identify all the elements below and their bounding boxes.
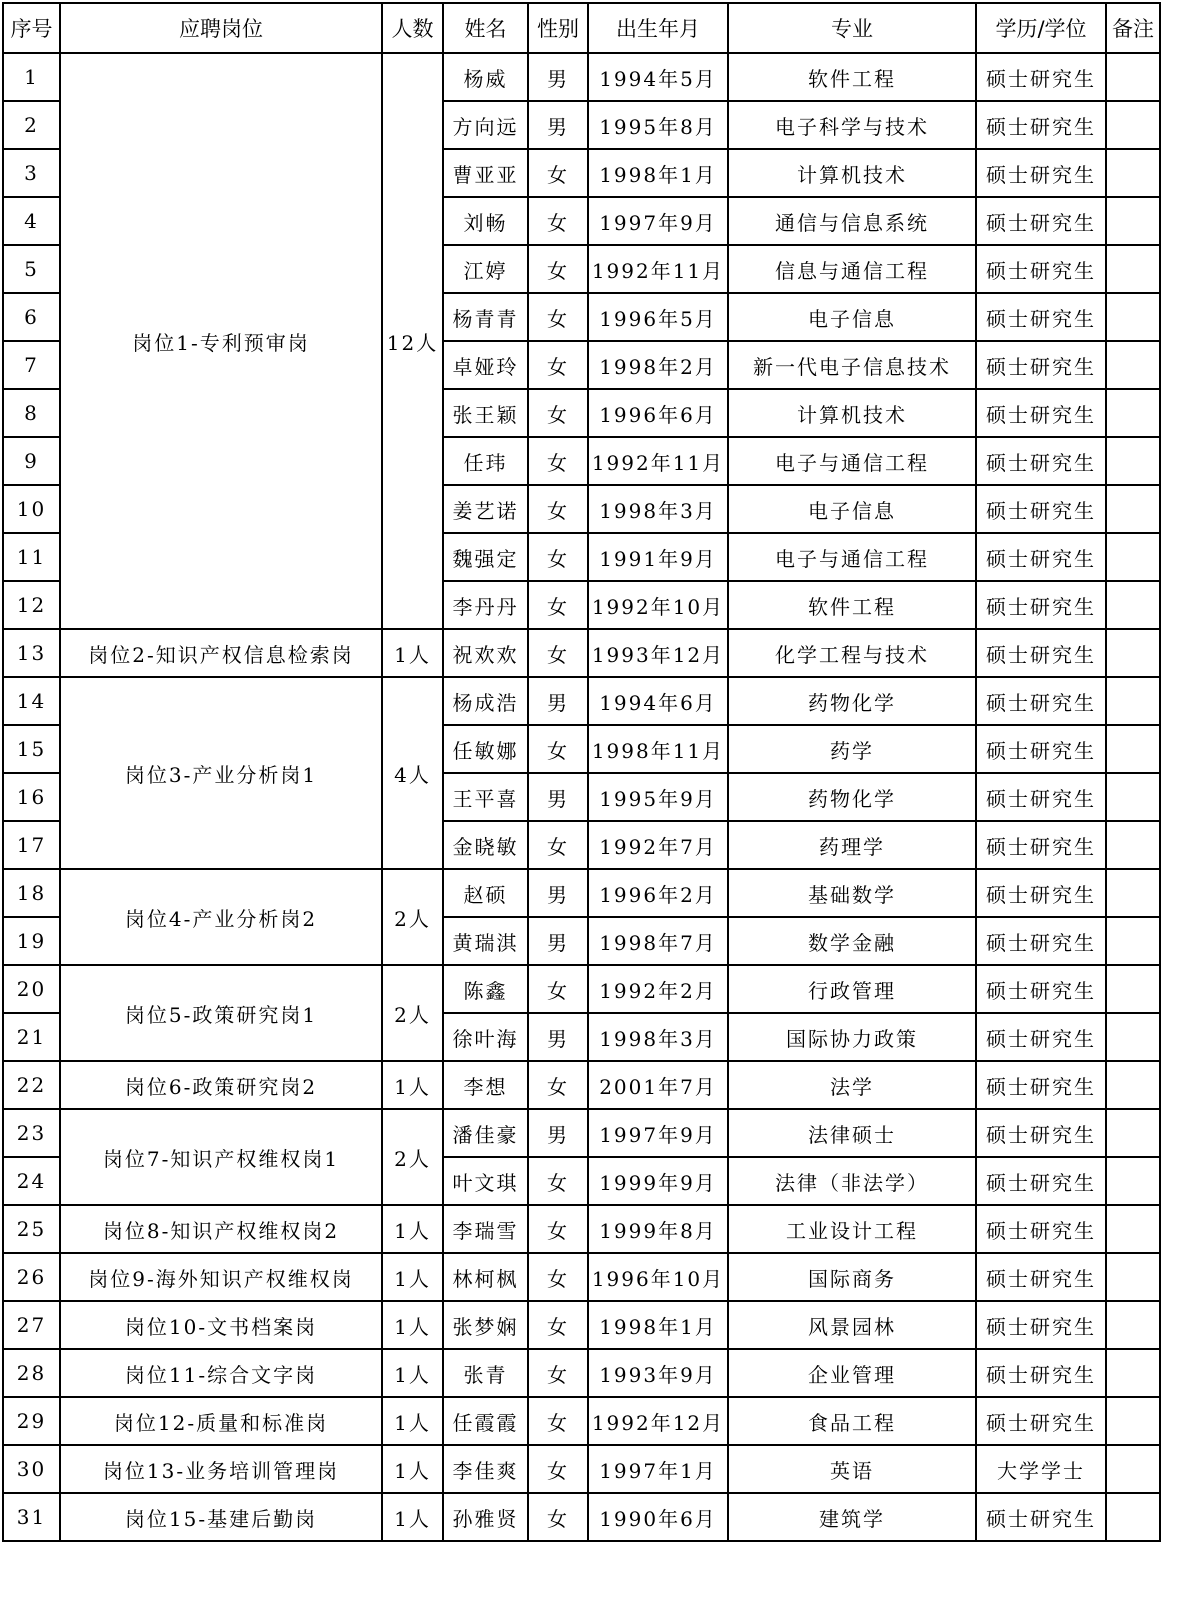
cell-count: 4人 xyxy=(382,677,443,869)
cell-degree: 硕士研究生 xyxy=(976,149,1106,197)
cell-index: 3 xyxy=(3,149,60,197)
cell-index: 16 xyxy=(3,773,60,821)
cell-index: 18 xyxy=(3,869,60,917)
cell-gender: 男 xyxy=(528,677,588,725)
cell-gender: 男 xyxy=(528,101,588,149)
cell-index: 26 xyxy=(3,1253,60,1301)
cell-name: 林柯枫 xyxy=(443,1253,528,1301)
cell-note xyxy=(1106,53,1160,101)
cell-count: 1人 xyxy=(382,1061,443,1109)
cell-name: 徐叶海 xyxy=(443,1013,528,1061)
cell-name: 任玮 xyxy=(443,437,528,485)
table-row xyxy=(3,869,1160,917)
cell-birth: 1992年7月 xyxy=(588,821,728,869)
cell-gender: 女 xyxy=(528,581,588,629)
cell-note xyxy=(1106,1397,1160,1445)
cell-major: 药理学 xyxy=(728,821,976,869)
cell-gender: 女 xyxy=(528,293,588,341)
cell-note xyxy=(1106,341,1160,389)
cell-note xyxy=(1106,1157,1160,1205)
cell-major: 建筑学 xyxy=(728,1493,976,1541)
cell-position: 岗位8-知识产权维权岗2 xyxy=(60,1205,382,1253)
cell-name: 王平喜 xyxy=(443,773,528,821)
cell-gender: 女 xyxy=(528,1205,588,1253)
table-row xyxy=(3,629,1160,677)
cell-index: 1 xyxy=(3,53,60,101)
cell-birth: 1992年12月 xyxy=(588,1397,728,1445)
cell-major: 电子与通信工程 xyxy=(728,533,976,581)
cell-gender: 女 xyxy=(528,197,588,245)
table-row xyxy=(3,1253,1160,1301)
cell-index: 27 xyxy=(3,1301,60,1349)
header-gender: 性别 xyxy=(528,3,588,53)
cell-name: 孙雅贤 xyxy=(443,1493,528,1541)
cell-index: 4 xyxy=(3,197,60,245)
cell-degree: 硕士研究生 xyxy=(976,1013,1106,1061)
cell-gender: 女 xyxy=(528,1157,588,1205)
cell-degree: 硕士研究生 xyxy=(976,773,1106,821)
cell-index: 15 xyxy=(3,725,60,773)
cell-degree: 硕士研究生 xyxy=(976,485,1106,533)
cell-index: 6 xyxy=(3,293,60,341)
table-row xyxy=(3,1109,1160,1157)
cell-major: 数学金融 xyxy=(728,917,976,965)
table-row xyxy=(3,1301,1160,1349)
cell-index: 2 xyxy=(3,101,60,149)
cell-birth: 1998年11月 xyxy=(588,725,728,773)
cell-birth: 1997年9月 xyxy=(588,1109,728,1157)
cell-birth: 1999年8月 xyxy=(588,1205,728,1253)
cell-note xyxy=(1106,1205,1160,1253)
cell-gender: 女 xyxy=(528,1397,588,1445)
cell-birth: 1991年9月 xyxy=(588,533,728,581)
cell-degree: 硕士研究生 xyxy=(976,437,1106,485)
cell-count: 1人 xyxy=(382,1205,443,1253)
cell-birth: 1998年3月 xyxy=(588,485,728,533)
header-name: 姓名 xyxy=(443,3,528,53)
cell-position: 岗位3-产业分析岗1 xyxy=(60,677,382,869)
cell-degree: 硕士研究生 xyxy=(976,293,1106,341)
cell-major: 药物化学 xyxy=(728,773,976,821)
table-body xyxy=(3,53,1160,1541)
cell-note xyxy=(1106,581,1160,629)
cell-index: 28 xyxy=(3,1349,60,1397)
table-row xyxy=(3,677,1160,725)
cell-gender: 女 xyxy=(528,821,588,869)
cell-index: 31 xyxy=(3,1493,60,1541)
cell-major: 基础数学 xyxy=(728,869,976,917)
cell-major: 国际商务 xyxy=(728,1253,976,1301)
cell-major: 电子信息 xyxy=(728,485,976,533)
cell-note xyxy=(1106,773,1160,821)
cell-major: 药物化学 xyxy=(728,677,976,725)
cell-note xyxy=(1106,917,1160,965)
cell-birth: 1997年9月 xyxy=(588,197,728,245)
cell-position: 岗位1-专利预审岗 xyxy=(60,53,382,629)
cell-index: 30 xyxy=(3,1445,60,1493)
cell-birth: 1992年11月 xyxy=(588,437,728,485)
cell-major: 电子科学与技术 xyxy=(728,101,976,149)
cell-major: 法学 xyxy=(728,1061,976,1109)
cell-count: 2人 xyxy=(382,1109,443,1205)
cell-birth: 1995年9月 xyxy=(588,773,728,821)
cell-count: 12人 xyxy=(382,53,443,629)
cell-degree: 硕士研究生 xyxy=(976,245,1106,293)
cell-name: 卓娅玲 xyxy=(443,341,528,389)
cell-note xyxy=(1106,677,1160,725)
cell-index: 24 xyxy=(3,1157,60,1205)
cell-position: 岗位7-知识产权维权岗1 xyxy=(60,1109,382,1205)
cell-birth: 1996年5月 xyxy=(588,293,728,341)
cell-birth: 1993年9月 xyxy=(588,1349,728,1397)
cell-note xyxy=(1106,101,1160,149)
cell-birth: 1995年8月 xyxy=(588,101,728,149)
cell-note xyxy=(1106,1109,1160,1157)
cell-gender: 女 xyxy=(528,1493,588,1541)
cell-index: 22 xyxy=(3,1061,60,1109)
cell-count: 1人 xyxy=(382,1349,443,1397)
cell-degree: 硕士研究生 xyxy=(976,1157,1106,1205)
cell-gender: 男 xyxy=(528,917,588,965)
cell-gender: 女 xyxy=(528,725,588,773)
cell-degree: 硕士研究生 xyxy=(976,629,1106,677)
cell-birth: 1992年10月 xyxy=(588,581,728,629)
cell-birth: 1992年2月 xyxy=(588,965,728,1013)
table-row xyxy=(3,1445,1160,1493)
cell-degree: 硕士研究生 xyxy=(976,101,1106,149)
cell-birth: 1994年6月 xyxy=(588,677,728,725)
cell-name: 杨成浩 xyxy=(443,677,528,725)
cell-gender: 女 xyxy=(528,965,588,1013)
cell-major: 计算机技术 xyxy=(728,149,976,197)
cell-name: 杨威 xyxy=(443,53,528,101)
cell-name: 李丹丹 xyxy=(443,581,528,629)
cell-index: 14 xyxy=(3,677,60,725)
cell-gender: 女 xyxy=(528,533,588,581)
cell-gender: 女 xyxy=(528,1445,588,1493)
header-major: 专业 xyxy=(728,3,976,53)
cell-count: 2人 xyxy=(382,965,443,1061)
cell-note xyxy=(1106,1349,1160,1397)
cell-gender: 男 xyxy=(528,773,588,821)
cell-note xyxy=(1106,629,1160,677)
cell-position: 岗位12-质量和标准岗 xyxy=(60,1397,382,1445)
cell-major: 电子与通信工程 xyxy=(728,437,976,485)
cell-note xyxy=(1106,1013,1160,1061)
cell-gender: 女 xyxy=(528,149,588,197)
cell-position: 岗位5-政策研究岗1 xyxy=(60,965,382,1061)
header-note: 备注 xyxy=(1106,3,1160,53)
cell-degree: 硕士研究生 xyxy=(976,725,1106,773)
cell-major: 电子信息 xyxy=(728,293,976,341)
cell-major: 食品工程 xyxy=(728,1397,976,1445)
cell-degree: 硕士研究生 xyxy=(976,1061,1106,1109)
cell-major: 信息与通信工程 xyxy=(728,245,976,293)
header-index: 序号 xyxy=(3,3,60,53)
cell-gender: 女 xyxy=(528,1349,588,1397)
cell-name: 李瑞雪 xyxy=(443,1205,528,1253)
cell-position: 岗位4-产业分析岗2 xyxy=(60,869,382,965)
cell-name: 魏强定 xyxy=(443,533,528,581)
cell-gender: 女 xyxy=(528,245,588,293)
cell-count: 1人 xyxy=(382,1301,443,1349)
cell-index: 7 xyxy=(3,341,60,389)
cell-name: 金晓敏 xyxy=(443,821,528,869)
cell-degree: 硕士研究生 xyxy=(976,917,1106,965)
cell-birth: 1993年12月 xyxy=(588,629,728,677)
cell-gender: 男 xyxy=(528,869,588,917)
cell-major: 化学工程与技术 xyxy=(728,629,976,677)
table-row xyxy=(3,1061,1160,1109)
cell-degree: 硕士研究生 xyxy=(976,581,1106,629)
table-row xyxy=(3,965,1160,1013)
cell-name: 叶文琪 xyxy=(443,1157,528,1205)
cell-index: 12 xyxy=(3,581,60,629)
cell-name: 李想 xyxy=(443,1061,528,1109)
cell-birth: 1999年9月 xyxy=(588,1157,728,1205)
cell-birth: 1996年10月 xyxy=(588,1253,728,1301)
cell-name: 李佳爽 xyxy=(443,1445,528,1493)
cell-degree: 硕士研究生 xyxy=(976,1205,1106,1253)
cell-degree: 硕士研究生 xyxy=(976,1301,1106,1349)
cell-degree: 硕士研究生 xyxy=(976,341,1106,389)
cell-name: 陈鑫 xyxy=(443,965,528,1013)
cell-index: 9 xyxy=(3,437,60,485)
cell-major: 软件工程 xyxy=(728,53,976,101)
cell-birth: 1998年3月 xyxy=(588,1013,728,1061)
header-birth: 出生年月 xyxy=(588,3,728,53)
cell-gender: 女 xyxy=(528,1061,588,1109)
cell-birth: 1998年1月 xyxy=(588,149,728,197)
cell-count: 1人 xyxy=(382,629,443,677)
cell-index: 8 xyxy=(3,389,60,437)
cell-position: 岗位15-基建后勤岗 xyxy=(60,1493,382,1541)
cell-count: 1人 xyxy=(382,1493,443,1541)
cell-note xyxy=(1106,1445,1160,1493)
cell-index: 19 xyxy=(3,917,60,965)
cell-gender: 男 xyxy=(528,1013,588,1061)
cell-birth: 1994年5月 xyxy=(588,53,728,101)
cell-position: 岗位11-综合文字岗 xyxy=(60,1349,382,1397)
cell-gender: 女 xyxy=(528,341,588,389)
cell-name: 黄瑞淇 xyxy=(443,917,528,965)
cell-note xyxy=(1106,533,1160,581)
cell-gender: 女 xyxy=(528,485,588,533)
cell-major: 软件工程 xyxy=(728,581,976,629)
cell-position: 岗位2-知识产权信息检索岗 xyxy=(60,629,382,677)
cell-degree: 硕士研究生 xyxy=(976,1493,1106,1541)
cell-degree: 硕士研究生 xyxy=(976,677,1106,725)
cell-position: 岗位13-业务培训管理岗 xyxy=(60,1445,382,1493)
cell-degree: 硕士研究生 xyxy=(976,1109,1106,1157)
cell-name: 曹亚亚 xyxy=(443,149,528,197)
cell-index: 13 xyxy=(3,629,60,677)
cell-major: 法律（非法学） xyxy=(728,1157,976,1205)
cell-note xyxy=(1106,437,1160,485)
cell-birth: 1996年2月 xyxy=(588,869,728,917)
cell-degree: 大学学士 xyxy=(976,1445,1106,1493)
cell-major: 风景园林 xyxy=(728,1301,976,1349)
cell-major: 行政管理 xyxy=(728,965,976,1013)
cell-name: 张王颖 xyxy=(443,389,528,437)
cell-note xyxy=(1106,965,1160,1013)
cell-birth: 1992年11月 xyxy=(588,245,728,293)
cell-gender: 女 xyxy=(528,437,588,485)
cell-birth: 1998年1月 xyxy=(588,1301,728,1349)
cell-name: 张青 xyxy=(443,1349,528,1397)
cell-gender: 女 xyxy=(528,1253,588,1301)
cell-major: 通信与信息系统 xyxy=(728,197,976,245)
cell-index: 17 xyxy=(3,821,60,869)
cell-note xyxy=(1106,293,1160,341)
cell-birth: 1997年1月 xyxy=(588,1445,728,1493)
cell-major: 企业管理 xyxy=(728,1349,976,1397)
cell-gender: 女 xyxy=(528,1301,588,1349)
cell-note xyxy=(1106,389,1160,437)
cell-degree: 硕士研究生 xyxy=(976,389,1106,437)
header-degree: 学历/学位 xyxy=(976,3,1106,53)
cell-major: 计算机技术 xyxy=(728,389,976,437)
cell-position: 岗位6-政策研究岗2 xyxy=(60,1061,382,1109)
cell-birth: 1996年6月 xyxy=(588,389,728,437)
cell-note xyxy=(1106,1253,1160,1301)
cell-major: 英语 xyxy=(728,1445,976,1493)
cell-note xyxy=(1106,1493,1160,1541)
table-row xyxy=(3,53,1160,101)
header-count: 人数 xyxy=(382,3,443,53)
cell-birth: 2001年7月 xyxy=(588,1061,728,1109)
cell-degree: 硕士研究生 xyxy=(976,1397,1106,1445)
cell-degree: 硕士研究生 xyxy=(976,1253,1106,1301)
cell-index: 21 xyxy=(3,1013,60,1061)
cell-note xyxy=(1106,485,1160,533)
cell-index: 23 xyxy=(3,1109,60,1157)
cell-gender: 男 xyxy=(528,53,588,101)
cell-birth: 1990年6月 xyxy=(588,1493,728,1541)
cell-note xyxy=(1106,725,1160,773)
cell-index: 11 xyxy=(3,533,60,581)
cell-birth: 1998年7月 xyxy=(588,917,728,965)
cell-name: 赵硕 xyxy=(443,869,528,917)
cell-major: 法律硕士 xyxy=(728,1109,976,1157)
cell-major: 工业设计工程 xyxy=(728,1205,976,1253)
cell-note xyxy=(1106,245,1160,293)
cell-count: 1人 xyxy=(382,1253,443,1301)
cell-degree: 硕士研究生 xyxy=(976,1349,1106,1397)
cell-major: 国际协力政策 xyxy=(728,1013,976,1061)
candidate-table xyxy=(2,2,1161,1542)
cell-gender: 男 xyxy=(528,1109,588,1157)
cell-name: 张梦娴 xyxy=(443,1301,528,1349)
cell-name: 姜艺诺 xyxy=(443,485,528,533)
cell-name: 方向远 xyxy=(443,101,528,149)
table-row xyxy=(3,1349,1160,1397)
cell-birth: 1998年2月 xyxy=(588,341,728,389)
cell-major: 新一代电子信息技术 xyxy=(728,341,976,389)
cell-name: 潘佳豪 xyxy=(443,1109,528,1157)
table-row xyxy=(3,1397,1160,1445)
cell-count: 1人 xyxy=(382,1397,443,1445)
cell-name: 祝欢欢 xyxy=(443,629,528,677)
cell-name: 任敏娜 xyxy=(443,725,528,773)
table-row xyxy=(3,1205,1160,1253)
cell-index: 29 xyxy=(3,1397,60,1445)
cell-position: 岗位10-文书档案岗 xyxy=(60,1301,382,1349)
cell-note xyxy=(1106,1301,1160,1349)
cell-count: 1人 xyxy=(382,1445,443,1493)
cell-index: 25 xyxy=(3,1205,60,1253)
cell-name: 刘畅 xyxy=(443,197,528,245)
cell-major: 药学 xyxy=(728,725,976,773)
cell-position: 岗位9-海外知识产权维权岗 xyxy=(60,1253,382,1301)
header-position: 应聘岗位 xyxy=(60,3,382,53)
cell-name: 任霞霞 xyxy=(443,1397,528,1445)
cell-degree: 硕士研究生 xyxy=(976,533,1106,581)
cell-note xyxy=(1106,197,1160,245)
cell-degree: 硕士研究生 xyxy=(976,53,1106,101)
cell-degree: 硕士研究生 xyxy=(976,821,1106,869)
cell-gender: 女 xyxy=(528,629,588,677)
cell-note xyxy=(1106,1061,1160,1109)
cell-degree: 硕士研究生 xyxy=(976,965,1106,1013)
cell-gender: 女 xyxy=(528,389,588,437)
cell-degree: 硕士研究生 xyxy=(976,869,1106,917)
cell-name: 江婷 xyxy=(443,245,528,293)
cell-count: 2人 xyxy=(382,869,443,965)
cell-degree: 硕士研究生 xyxy=(976,197,1106,245)
cell-index: 10 xyxy=(3,485,60,533)
cell-note xyxy=(1106,821,1160,869)
cell-name: 杨青青 xyxy=(443,293,528,341)
cell-index: 20 xyxy=(3,965,60,1013)
cell-note xyxy=(1106,869,1160,917)
table-row xyxy=(3,1493,1160,1541)
table-header-row xyxy=(3,3,1160,53)
cell-note xyxy=(1106,149,1160,197)
cell-index: 5 xyxy=(3,245,60,293)
